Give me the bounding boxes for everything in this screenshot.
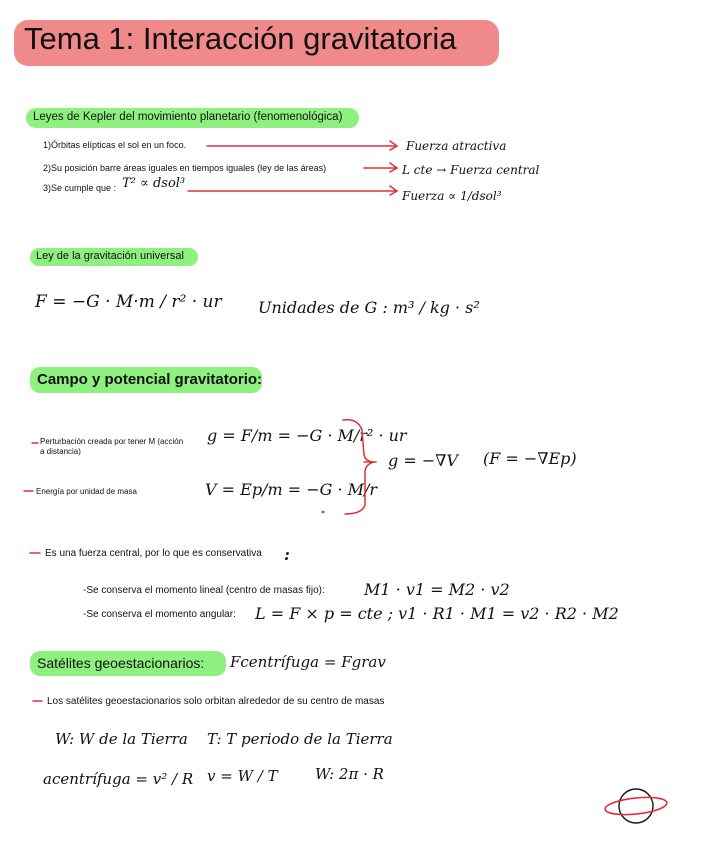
arrow-law-2 <box>364 163 397 172</box>
central-bullet: Es una fuerza central, por lo que es conservativa <box>45 548 262 559</box>
planet-sketch-icon <box>604 789 667 823</box>
satellites-bullet: Los satélites geoestacionarios solo orbitan alrededor de su centro de masas <box>47 696 385 707</box>
campo-grad-g: g = −∇V <box>388 451 458 470</box>
central-line-2: -Se conserva el momento angular: <box>83 609 236 620</box>
campo-g-formula: g = F/m = −G · M/r² · ur <box>207 426 407 445</box>
satellites-a-formula: acentrífuga = v² / R <box>43 770 194 788</box>
kepler-law-3-formula: T² ∝ dsol³ <box>122 176 186 191</box>
satellites-heading: Satélites geoestacionarios: <box>37 655 205 671</box>
campo-v-formula: V = Ep/m = −G · M/r <box>205 480 378 499</box>
kepler-heading: Leyes de Kepler del movimiento planetario (fenomenológica) <box>33 111 343 123</box>
kepler-law-1: 1)Órbitas elípticas el sol en un foco. <box>43 140 187 150</box>
satellites-v-formula: v = W / T <box>207 767 278 785</box>
universal-units: Unidades de G : m³ / kg · s² <box>258 298 480 317</box>
campo-label-1: Perturbación creada por tener M (acción a distancia) <box>40 437 184 456</box>
arrow-law-1 <box>207 141 397 150</box>
campo-heading: Campo y potencial gravitatorio: <box>37 371 263 388</box>
central-mark: : <box>284 545 290 564</box>
kepler-note-2: L cte → Fuerza central <box>402 163 540 177</box>
page-title: Tema 1: Interacción gravitatoria <box>24 21 457 56</box>
central-line-2-formula: L = F × p = cte ; v1 · R1 · M1 = v2 · R2 · M2 <box>255 604 619 623</box>
universal-heading: Ley de la gravitación universal <box>36 250 184 262</box>
campo-bracket <box>343 420 374 514</box>
campo-grad-f: (F = −∇Ep) <box>483 449 577 468</box>
universal-formula: F = −G · M·m / r² · ur <box>35 292 222 312</box>
kepler-law-2: 2)Su posición barre áreas iguales en tiempos iguales (ley de las áreas) <box>43 163 327 173</box>
satellites-t-def: T: T periodo de la Tierra <box>207 730 393 748</box>
central-line-1-formula: M1 · v1 = M2 · v2 <box>364 580 510 599</box>
satellites-heading-formula: Fcentrífuga = Fgrav <box>230 653 386 671</box>
satellites-w-def: W: W de la Tierra <box>55 730 188 748</box>
campo-label-2: Energía por unidad de masa <box>36 487 137 496</box>
arrow-law-3 <box>188 186 397 195</box>
kepler-law-3: 3)Se cumple que : <box>43 183 117 193</box>
ink-dot <box>322 511 325 514</box>
kepler-note-1: Fuerza atractiva <box>406 139 507 153</box>
satellites-w-formula: W: 2π · R <box>315 765 384 783</box>
kepler-note-3: Fuerza ∝ 1/dsol³ <box>402 189 502 203</box>
central-line-1: -Se conserva el momento lineal (centro de masas fijo): <box>83 585 325 596</box>
